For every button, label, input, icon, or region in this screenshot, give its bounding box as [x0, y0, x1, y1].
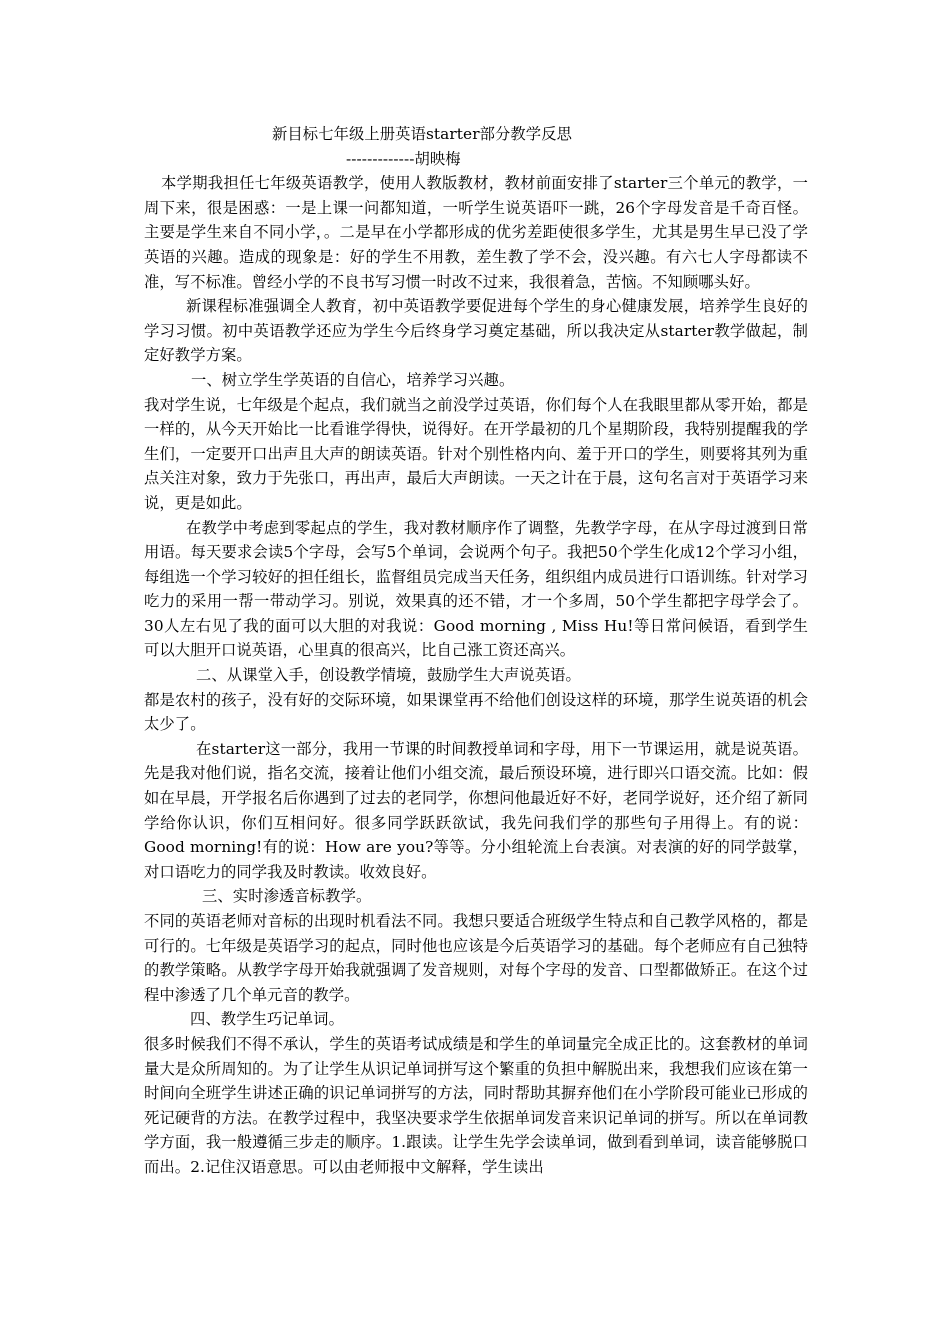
paragraph-phonetics: 不同的英语老师对音标的出现时机看法不同。我想只要适合班级学生特点和自己教学风格的，都是可行的。七年级是英语学习的起点，同时他也应该是今后英语学习的基础。每个老师应有自己独特的教学策略。从教学字母开始我就强调了发音规则，对每个字母的发音、口型都做矫正。在这个过程中渗透了几个单元音的教学。: [144, 912, 808, 1004]
paragraph-starter: 在starter这一部分，我用一节课的时间教授单词和字母，用下一节课运用，就是说英语。先是我对他们说，指名交流，接着让他们小组交流，最后预设环境，进行即兴口语交流。比如：假如在早晨，开学报名后你遇到了过去的老同学，你想问他最近好不好，老同学说好，还介绍了新同学给你认识，你们互相问好。很多同学跃跃欲试，我先问我们学的那些句子用得上。有的说：Good morning!有的说：How are you?等等。分小组轮流上台表演。对表演的好的同学鼓掌，对口语吃力的同学我及时教读。收效良好。: [144, 739, 808, 881]
paragraph-confidence: 我对学生说，七年级是个起点，我们就当之前没学过英语，你们每个人在我眼里都从零开始，都是一样的，从今天开始比一比看谁学得快，说得好。在开学最初的几个星期阶段，我特别提醒我的学生们，一定要开口出声且大声的朗读英语。针对个别性格内向、羞于开口的学生，则要将其列为重点关注对象，致力于先张口，再出声，最后大声朗读。一天之计在于晨，这句名言对于英语学习来说，更是如此。: [144, 395, 808, 512]
document-page: [144, 122, 808, 1180]
paragraph-curriculum: 新课程标准强调全人教育，初中英语教学要促进每个学生的身心健康发展，培养学生良好的学习习惯。初中英语教学还应为学生今后终身学习奠定基础，所以我决定从starter教学做起，制定好教学方案。: [144, 297, 808, 365]
section-heading-1: 一、树立学生学英语的自信心，培养学习兴趣。: [191, 370, 515, 389]
document-title: 新目标七年级上册英语starter部分教学反思: [272, 125, 572, 143]
paragraph-alphabet: 在教学中考虑到零起点的学生，我对教材顺序作了调整，先教学字母，在从字母过渡到日常用语。每天要求会读5个字母，会写5个单词，会说两个句子。我把50个学生化成12个学习小组，每组选一个学习较好的担任组长，监督组员完成当天任务，组织组内成员进行口语训练。针对学习吃力的采用一帮一带动学习。别说，效果真的还不错，才一个多周，50个学生都把字母学会了。30人左右见了我的面可以大胆的对我说：Good morning , Miss Hu!等日常问候语，看到学生可以大胆开口说英语，心里真的很高兴，比自己涨工资还高兴。: [144, 518, 808, 660]
section-heading-2: 二、从课堂入手，创设教学情境，鼓励学生大声说英语。: [196, 666, 581, 685]
paragraph-vocabulary: 很多时候我们不得不承认，学生的英语考试成绩是和学生的单词量完全成正比的。这套教材的单词量大是众所周知的。为了让学生从识记单词拼写这个繁重的负担中解脱出来，我想我们应该在第一时间向全班学生讲述正确的识记单词拼写的方法，同时帮助其摒弃他们在小学阶段可能业已形成的死记硬背的方法。在教学过程中，我坚决要求学生依据单词发音来识记单词的拼写。所以在单词教学方面，我一般遵循三步走的顺序。1.跟读。让学生先学会读单词，做到看到单词，读音能够脱口而出。2.记住汉语意思。可以由老师报中文解释，学生读出: [144, 1034, 808, 1176]
paragraph-intro: 本学期我担任七年级英语教学，使用人教版教材，教材前面安排了starter三个单元的教学，一周下来，很是困惑：一是上课一问都知道，一听学生说英语吓一跳，26个字母发音是千奇百怪。主要是学生来自不同小学，。二是早在小学都形成的优劣差距使很多学生，尤其是男生早已没了学英语的兴趣。造成的现象是：好的学生不用教，差生教了学不会，没兴趣。有六七人字母都读不准，写不标准。曾经小学的不良书写习惯一时改不过来，我很着急，苦恼。不知顾哪头好。: [144, 174, 808, 291]
section-heading-4: 四、教学生巧记单词。: [190, 1010, 344, 1029]
paragraph-environment: 都是农村的孩子，没有好的交际环境，如果课堂再不给他们创设这样的环境，那学生说英语的机会太少了。: [144, 690, 808, 734]
section-heading-3: 三、实时渗透音标教学。: [202, 887, 372, 906]
document-author: -------------胡映梅: [346, 149, 461, 168]
